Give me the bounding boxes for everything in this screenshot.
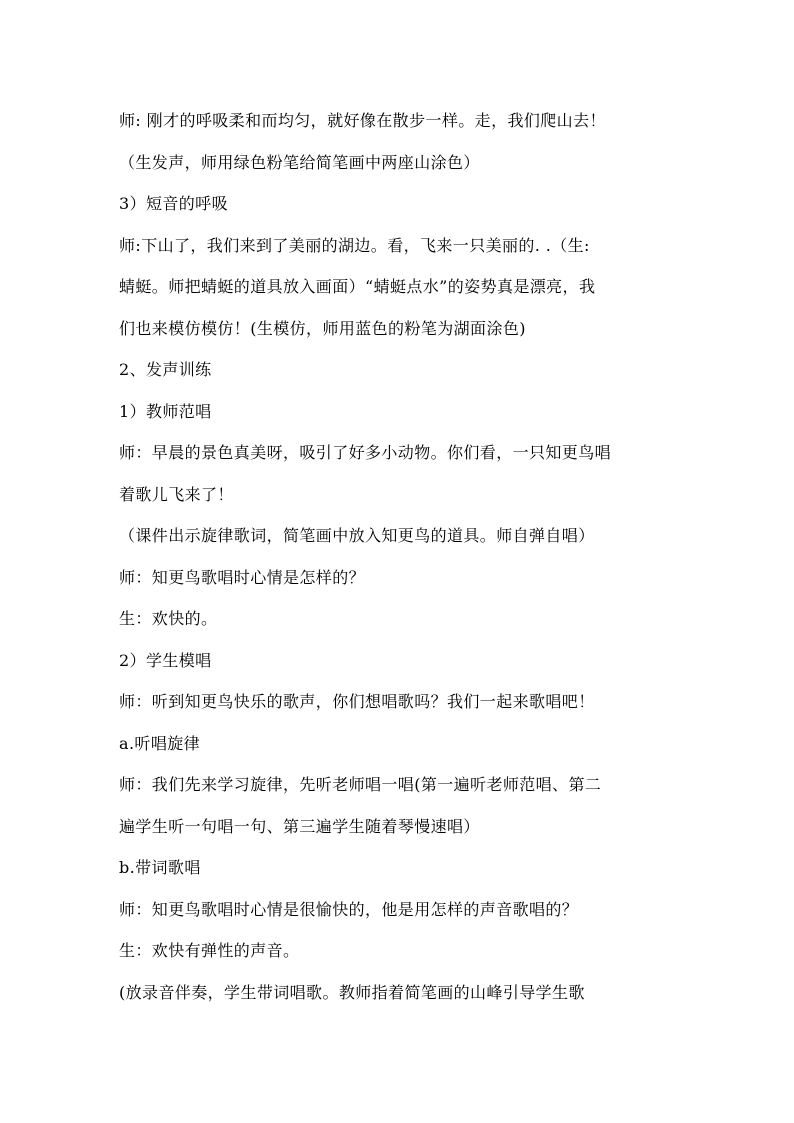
document-body: [119, 100, 679, 1013]
text-line: 着歌儿飞来了！: [119, 484, 234, 504]
text-line: 2、发声训练: [119, 360, 212, 379]
text-line: (放录音伴奏，学生带词唱歌。教师指着简笔画的山峰引导学生歌: [119, 982, 585, 1002]
text-line: 师: 刚才的呼吸柔和而均匀，就好像在散步一样。走，我们爬山去！: [119, 111, 606, 130]
text-line: 师：听到知更鸟快乐的歌声，你们想唱歌吗？我们一起来歌唱吧！: [119, 692, 595, 711]
text-line: a.听唱旋律: [119, 733, 201, 753]
text-line: 1）教师范唱: [119, 401, 212, 421]
text-line: 师：知更鸟歌唱时心情是怎样的？: [119, 567, 366, 587]
text-line: 遍学生听一句唱一句、第三遍学生随着琴慢速唱）: [119, 816, 480, 836]
text-line: 们也来模仿模仿！(生模仿，师用蓝色的粉笔为湖面涂色): [119, 318, 526, 338]
text-line: （生发声，师用绿色粉笔给简笔画中两座山涂色）: [119, 152, 480, 172]
text-line: 师：早晨的景色真美呀，吸引了好多小动物。你们看，一只知更鸟唱: [119, 443, 612, 462]
text-line: 生：欢快有弹性的声音。: [119, 941, 300, 960]
text-line: 2）学生模唱: [119, 650, 212, 670]
text-line: 生：欢快的。: [119, 609, 218, 628]
text-line: b.带词歌唱: [119, 858, 201, 877]
text-line: 师:下山了，我们来到了美丽的湖边。看，飞来一只美丽的. .（生:: [119, 235, 590, 255]
text-line: （课件出示旋律歌词，简笔画中放入知更鸟的道具。师自弹自唱）: [119, 526, 595, 545]
text-line: 师：知更鸟歌唱时心情是很愉快的，他是用怎样的声音歌唱的？: [119, 899, 579, 919]
text-line: 蜻蜓。师把蜻蜓的道具放入画面）“蜻蜓点水”的姿势真是漂亮，我: [119, 277, 596, 296]
text-line: 师：我们先来学习旋律，先听老师唱一唱(第一遍听老师范唱、第二: [119, 775, 602, 794]
text-line: 3）短音的呼吸: [119, 194, 228, 213]
